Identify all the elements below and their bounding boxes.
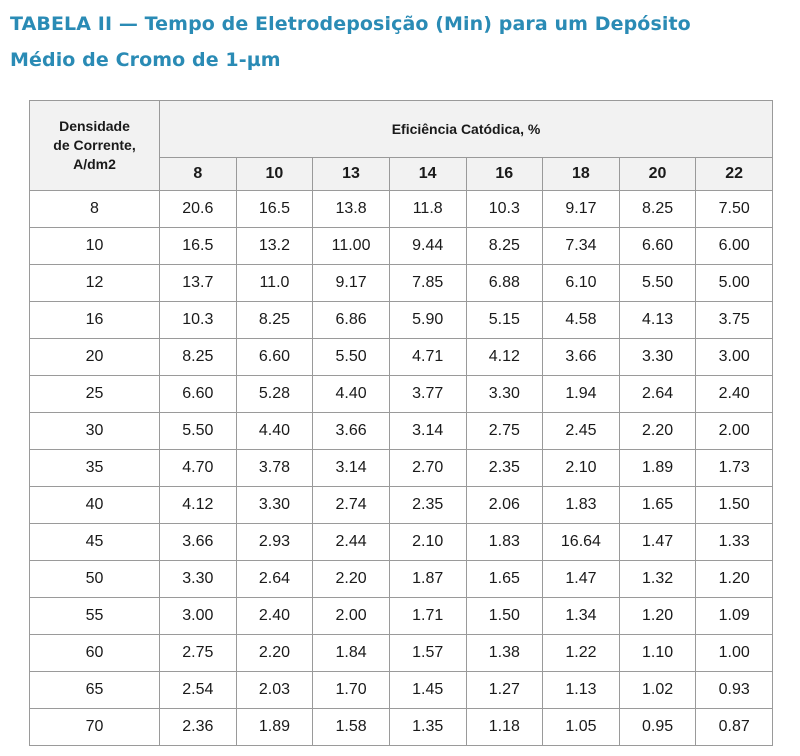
time-value-cell: 20.6 xyxy=(160,191,237,228)
time-value-cell: 2.20 xyxy=(619,413,696,450)
time-value-cell: 3.66 xyxy=(160,524,237,561)
time-value-cell: 2.03 xyxy=(236,672,313,709)
time-value-cell: 2.45 xyxy=(543,413,620,450)
time-value-cell: 9.17 xyxy=(313,265,390,302)
time-value-cell: 8.25 xyxy=(236,302,313,339)
table-row xyxy=(30,561,773,598)
time-value-cell: 2.74 xyxy=(313,487,390,524)
cathodic-efficiency-header: Eficiência Catódica, % xyxy=(160,101,773,158)
time-value-cell: 1.83 xyxy=(543,487,620,524)
time-value-cell: 4.40 xyxy=(236,413,313,450)
time-value-cell: 5.28 xyxy=(236,376,313,413)
time-value-cell: 2.35 xyxy=(389,487,466,524)
table-row xyxy=(30,302,773,339)
time-value-cell: 3.30 xyxy=(619,339,696,376)
current-density-cell: 55 xyxy=(30,598,160,635)
time-value-cell: 1.05 xyxy=(543,709,620,746)
time-value-cell: 1.70 xyxy=(313,672,390,709)
time-value-cell: 3.30 xyxy=(236,487,313,524)
time-value-cell: 1.35 xyxy=(389,709,466,746)
time-value-cell: 1.47 xyxy=(619,524,696,561)
corner-line-1: Densidade xyxy=(59,118,130,134)
time-value-cell: 1.58 xyxy=(313,709,390,746)
time-value-cell: 6.60 xyxy=(160,376,237,413)
table-row xyxy=(30,376,773,413)
time-value-cell: 1.65 xyxy=(466,561,543,598)
time-value-cell: 10.3 xyxy=(466,191,543,228)
time-value-cell: 6.88 xyxy=(466,265,543,302)
time-value-cell: 8.25 xyxy=(619,191,696,228)
table-row xyxy=(30,228,773,265)
time-value-cell: 2.10 xyxy=(389,524,466,561)
time-value-cell: 3.78 xyxy=(236,450,313,487)
current-density-cell: 35 xyxy=(30,450,160,487)
time-value-cell: 3.75 xyxy=(696,302,773,339)
time-value-cell: 1.83 xyxy=(466,524,543,561)
time-value-cell: 5.50 xyxy=(313,339,390,376)
time-value-cell: 1.89 xyxy=(236,709,313,746)
current-density-cell: 45 xyxy=(30,524,160,561)
time-value-cell: 11.8 xyxy=(389,191,466,228)
time-value-cell: 3.30 xyxy=(466,376,543,413)
time-value-cell: 13.2 xyxy=(236,228,313,265)
time-value-cell: 1.73 xyxy=(696,450,773,487)
time-value-cell: 1.34 xyxy=(543,598,620,635)
time-value-cell: 4.13 xyxy=(619,302,696,339)
time-value-cell: 2.64 xyxy=(619,376,696,413)
page-title xyxy=(10,6,790,78)
time-value-cell: 2.00 xyxy=(696,413,773,450)
electrodeposition-time-table xyxy=(29,100,773,746)
time-value-cell: 1.22 xyxy=(543,635,620,672)
time-value-cell: 13.7 xyxy=(160,265,237,302)
time-value-cell: 2.40 xyxy=(696,376,773,413)
time-value-cell: 13.8 xyxy=(313,191,390,228)
time-value-cell: 3.66 xyxy=(543,339,620,376)
current-density-cell: 25 xyxy=(30,376,160,413)
time-value-cell: 2.93 xyxy=(236,524,313,561)
time-value-cell: 6.60 xyxy=(619,228,696,265)
table-row xyxy=(30,635,773,672)
time-value-cell: 2.20 xyxy=(313,561,390,598)
time-value-cell: 1.89 xyxy=(619,450,696,487)
time-value-cell: 3.14 xyxy=(389,413,466,450)
title-line-1: TABELA II — Tempo de Eletrodeposição (Min) para um Depósito xyxy=(10,13,691,35)
time-value-cell: 7.50 xyxy=(696,191,773,228)
time-value-cell: 2.75 xyxy=(466,413,543,450)
efficiency-column-header: 10 xyxy=(236,158,313,191)
time-value-cell: 1.50 xyxy=(696,487,773,524)
time-value-cell: 8.25 xyxy=(466,228,543,265)
time-value-cell: 2.06 xyxy=(466,487,543,524)
time-value-cell: 5.90 xyxy=(389,302,466,339)
time-value-cell: 1.45 xyxy=(389,672,466,709)
time-value-cell: 5.50 xyxy=(160,413,237,450)
time-value-cell: 1.47 xyxy=(543,561,620,598)
time-value-cell: 9.17 xyxy=(543,191,620,228)
time-value-cell: 8.25 xyxy=(160,339,237,376)
time-value-cell: 2.36 xyxy=(160,709,237,746)
efficiency-column-header: 8 xyxy=(160,158,237,191)
time-value-cell: 2.00 xyxy=(313,598,390,635)
time-value-cell: 1.94 xyxy=(543,376,620,413)
corner-line-2: de Corrente, xyxy=(53,137,136,153)
current-density-cell: 10 xyxy=(30,228,160,265)
time-value-cell: 9.44 xyxy=(389,228,466,265)
efficiency-column-header: 22 xyxy=(696,158,773,191)
time-value-cell: 4.12 xyxy=(160,487,237,524)
time-value-cell: 1.71 xyxy=(389,598,466,635)
time-value-cell: 16.5 xyxy=(236,191,313,228)
time-value-cell: 5.50 xyxy=(619,265,696,302)
table-row xyxy=(30,524,773,561)
time-value-cell: 1.57 xyxy=(389,635,466,672)
efficiency-column-header: 20 xyxy=(619,158,696,191)
time-value-cell: 1.02 xyxy=(619,672,696,709)
table-row xyxy=(30,191,773,228)
time-value-cell: 1.38 xyxy=(466,635,543,672)
corner-line-3: A/dm2 xyxy=(73,156,116,172)
time-value-cell: 16.64 xyxy=(543,524,620,561)
time-value-cell: 6.60 xyxy=(236,339,313,376)
table-row xyxy=(30,672,773,709)
time-value-cell: 2.70 xyxy=(389,450,466,487)
time-value-cell: 3.00 xyxy=(696,339,773,376)
time-value-cell: 3.30 xyxy=(160,561,237,598)
current-density-cell: 12 xyxy=(30,265,160,302)
time-value-cell: 2.20 xyxy=(236,635,313,672)
time-value-cell: 0.95 xyxy=(619,709,696,746)
time-value-cell: 1.87 xyxy=(389,561,466,598)
current-density-cell: 40 xyxy=(30,487,160,524)
time-value-cell: 1.09 xyxy=(696,598,773,635)
time-value-cell: 1.18 xyxy=(466,709,543,746)
time-value-cell: 11.00 xyxy=(313,228,390,265)
time-value-cell: 1.20 xyxy=(696,561,773,598)
time-value-cell: 16.5 xyxy=(160,228,237,265)
table-row xyxy=(30,450,773,487)
time-value-cell: 0.93 xyxy=(696,672,773,709)
time-value-cell: 1.27 xyxy=(466,672,543,709)
efficiency-column-header: 13 xyxy=(313,158,390,191)
time-value-cell: 2.44 xyxy=(313,524,390,561)
time-value-cell: 4.58 xyxy=(543,302,620,339)
time-value-cell: 2.64 xyxy=(236,561,313,598)
current-density-header xyxy=(30,101,160,191)
time-value-cell: 7.34 xyxy=(543,228,620,265)
time-value-cell: 6.00 xyxy=(696,228,773,265)
time-value-cell: 3.14 xyxy=(313,450,390,487)
efficiency-column-header: 18 xyxy=(543,158,620,191)
time-value-cell: 3.00 xyxy=(160,598,237,635)
current-density-cell: 50 xyxy=(30,561,160,598)
time-value-cell: 4.12 xyxy=(466,339,543,376)
table-body xyxy=(30,191,773,746)
time-value-cell: 1.50 xyxy=(466,598,543,635)
table-row xyxy=(30,265,773,302)
time-value-cell: 1.32 xyxy=(619,561,696,598)
time-value-cell: 1.33 xyxy=(696,524,773,561)
time-value-cell: 2.35 xyxy=(466,450,543,487)
time-value-cell: 1.00 xyxy=(696,635,773,672)
time-value-cell: 2.10 xyxy=(543,450,620,487)
time-value-cell: 3.77 xyxy=(389,376,466,413)
table-row xyxy=(30,709,773,746)
time-value-cell: 1.10 xyxy=(619,635,696,672)
time-value-cell: 10.3 xyxy=(160,302,237,339)
current-density-cell: 65 xyxy=(30,672,160,709)
current-density-cell: 60 xyxy=(30,635,160,672)
title-line-2: Médio de Cromo de 1-µm xyxy=(10,49,281,71)
time-value-cell: 11.0 xyxy=(236,265,313,302)
time-value-cell: 0.87 xyxy=(696,709,773,746)
table-row xyxy=(30,413,773,450)
time-value-cell: 1.13 xyxy=(543,672,620,709)
time-value-cell: 4.71 xyxy=(389,339,466,376)
efficiency-column-header: 16 xyxy=(466,158,543,191)
time-value-cell: 2.40 xyxy=(236,598,313,635)
current-density-cell: 20 xyxy=(30,339,160,376)
time-value-cell: 6.10 xyxy=(543,265,620,302)
current-density-cell: 8 xyxy=(30,191,160,228)
time-value-cell: 1.84 xyxy=(313,635,390,672)
current-density-cell: 16 xyxy=(30,302,160,339)
table-row xyxy=(30,598,773,635)
efficiency-column-header: 14 xyxy=(389,158,466,191)
time-value-cell: 1.20 xyxy=(619,598,696,635)
time-value-cell: 5.00 xyxy=(696,265,773,302)
time-value-cell: 4.40 xyxy=(313,376,390,413)
time-value-cell: 7.85 xyxy=(389,265,466,302)
time-value-cell: 4.70 xyxy=(160,450,237,487)
time-value-cell: 2.54 xyxy=(160,672,237,709)
current-density-cell: 30 xyxy=(30,413,160,450)
time-value-cell: 5.15 xyxy=(466,302,543,339)
table-row xyxy=(30,487,773,524)
time-value-cell: 1.65 xyxy=(619,487,696,524)
time-value-cell: 3.66 xyxy=(313,413,390,450)
table-row xyxy=(30,339,773,376)
time-value-cell: 6.86 xyxy=(313,302,390,339)
time-value-cell: 2.75 xyxy=(160,635,237,672)
current-density-cell: 70 xyxy=(30,709,160,746)
